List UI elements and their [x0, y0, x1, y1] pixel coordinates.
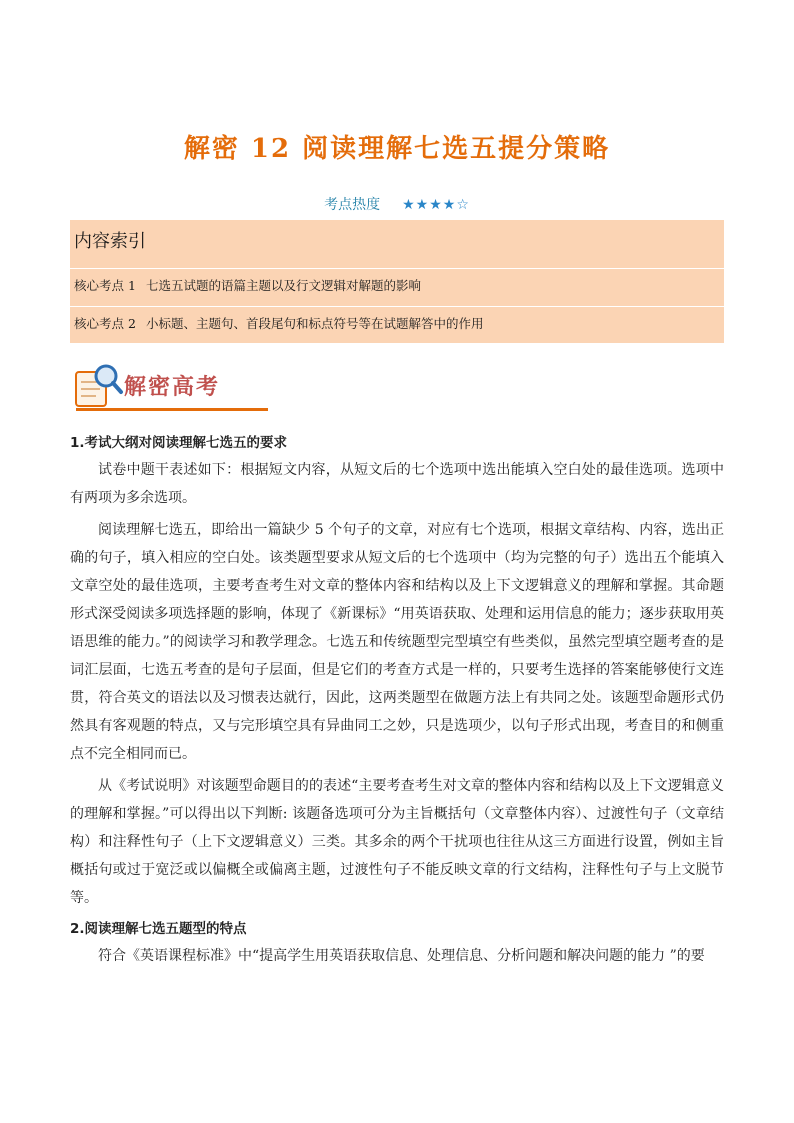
paragraph: 阅读理解七选五，即给出一篇缺少 5 个句子的文章，对应有七个选项，根据文章结构、内容，选出正确的句子，填入相应的空白处。该类题型要求从短文后的七个选项中（均为完整的句子）选出五个能填入文章空处的最佳选项，主要考查考生对文章的整体内容和结构以及上下文逻辑意义的理解和掌握。其命题形式深受阅读多项选择题的影响，体现了《新课标》“用英语获取、处理和运用信息的能力；逐步获取用英语思维的能力。”的阅读学习和教学理念。七选五和传统题型完型填空有些类似，虽然完型填空题考查的是词汇层面，七选五考查的是句子层面，但是它们的考查方式是一样的，只要考生选择的答案能够使行文连贯，符合英文的语法以及习惯表达就行，因此，这两类题型在做题方法上有共同之处。该题型命题形式仍然具有客观题的特点，又与完形填空具有异曲同工之妙，只是选项少，以句子形式出现，考查目的和侧重点不完全相同而已。 — [70, 522, 724, 762]
index-item-text: 小标题、主题句、首段尾句和标点符号等在试题解答中的作用 — [145, 316, 484, 331]
paragraph: 试卷中题干表述如下：根据短文内容，从短文后的七个选项中选出能填入空白处的最佳选项。选项中有两项为多余选项。 — [70, 462, 724, 506]
index-item — [70, 307, 724, 344]
section-heading: 2.阅读理解七选五题型的特点 — [70, 921, 247, 937]
section-heading: 1.考试大纲对阅读理解七选五的要求 — [70, 435, 288, 451]
index-item-number: 核心考点 2 — [74, 316, 136, 331]
heat-label: 考点热度 — [324, 197, 381, 213]
magnifier-notebook-icon — [70, 362, 124, 410]
section-banner — [70, 362, 270, 412]
star-rating: ★★★★☆ — [402, 197, 470, 213]
index-item-number: 核心考点 1 — [74, 278, 136, 293]
banner-rule — [76, 408, 268, 411]
paragraph: 符合《英语课程标准》中“提高学生用英语获取信息、处理信息、分析问题和解决问题的能力 ”的要 — [98, 948, 705, 964]
index-item — [70, 269, 724, 307]
content-index — [70, 220, 724, 343]
page-title: 解密 12 阅读理解七选五提分策略 — [183, 134, 611, 164]
index-heading: 内容索引 — [70, 220, 724, 269]
main-content — [70, 430, 724, 974]
paragraph: 从《考试说明》对该题型命题目的的表述“主要考查考生对文章的整体内容和结构以及上下文逻辑意义的理解和掌握。”可以得出以下判断: 该题备选项可分为主旨概括句（文章整体内容）、过渡性句子（文章结构）和注释性句子（上下文逻辑意义）三类。其多余的两个干扰项也往往从这三方面进行设置，例如主旨概括句或过于宽泛或以偏概全或偏离主题，过渡性句子不能反映文章的行文结构，注释性句子与上文脱节等。 — [70, 778, 724, 906]
heat-rating — [0, 194, 794, 214]
index-item-text: 七选五试题的语篇主题以及行文逻辑对解题的影响 — [145, 278, 421, 293]
banner-label: 解密高考 — [124, 374, 221, 400]
